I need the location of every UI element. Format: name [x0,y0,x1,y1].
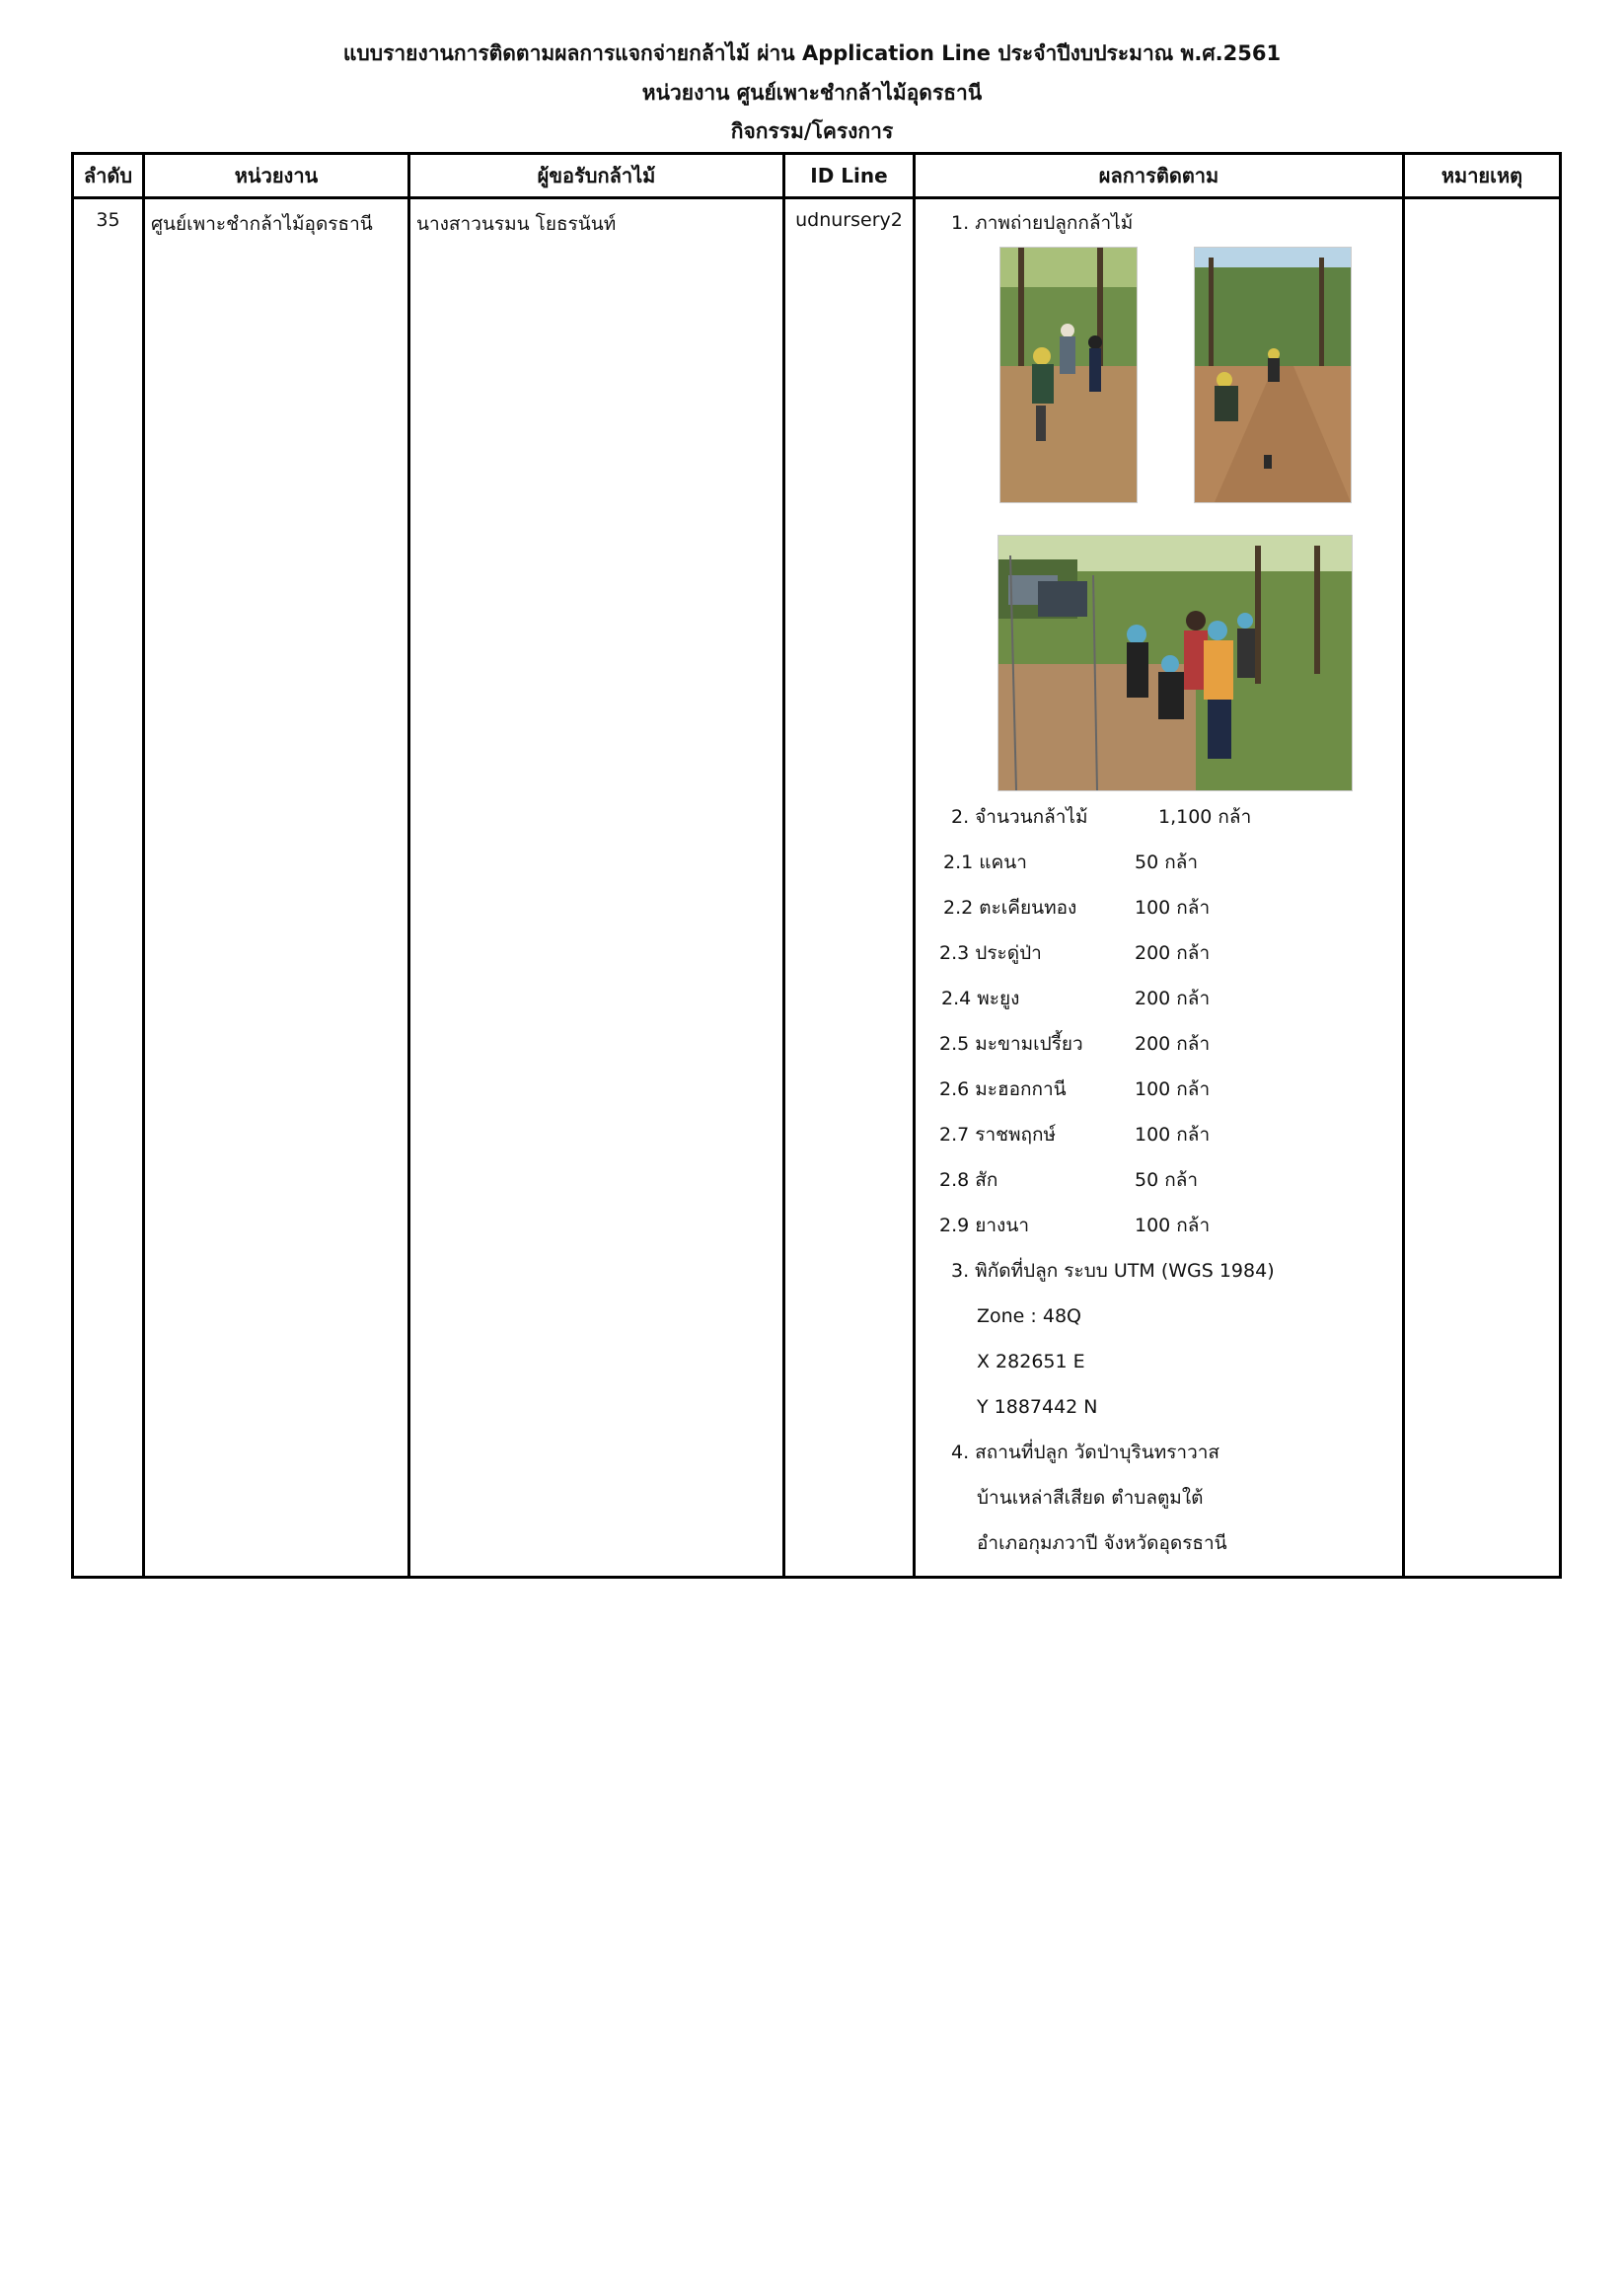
species-name: 2.7 ราชพฤกษ์ [939,1124,1057,1146]
planting-photo-2 [1194,247,1352,503]
location-village: บ้านเหล่าสีเสียด ตำบลตูมใต้ [977,1487,1204,1509]
species-name: 2.8 สัก [939,1169,998,1191]
planting-photo-3 [997,535,1353,791]
species-qty: 50 กล้า [1135,852,1199,873]
species-name: 2.9 ยางนา [939,1215,1029,1236]
report-title: แบบรายงานการติดตามผลการแจกจ่ายกล้าไม้ ผ่าน Application Line ประจำปีงบประมาณ พ.ศ.2561 [342,41,1282,65]
planting-photo-1 [999,247,1138,503]
seedling-count-text: 2. จำนวนกล้าไม้ [951,806,1088,828]
cell-results [915,198,1404,1578]
photo-heading: 1. ภาพถ่ายปลูกกล้าไม้ [951,212,1134,234]
species-name: 2.3 ประดู่ป่า [939,942,1042,964]
species-item [943,896,1211,920]
species-name: 2.2 ตะเคียนทอง [943,897,1077,919]
species-item [943,851,1199,874]
agency-subtitle: หน่วยงาน ศูนย์เพาะชำกล้าไม้อุดรธานี [641,81,983,105]
species-item [939,1168,1199,1192]
species-name: 2.4 พะยูง [941,988,1020,1009]
species-name: 2.6 มะฮอกกานี [939,1078,1067,1100]
utm-x: X 282651 E [977,1351,1085,1372]
species-name: 2.1 แคนา [943,852,1027,873]
species-qty: 100 กล้า [1135,1078,1211,1100]
species-item [939,941,1211,965]
cell-id-line: udnursery2 [784,198,915,1578]
species-qty: 200 กล้า [1135,1033,1211,1055]
species-item [939,1214,1211,1237]
species-item [939,1032,1211,1056]
species-item [941,987,1211,1010]
cell-order: 35 [73,198,144,1578]
species-item [939,1123,1211,1147]
table-row [73,198,1561,1578]
seedling-count-label [951,805,1252,829]
species-qty: 200 กล้า [1135,942,1211,964]
cell-agency: ศูนย์เพาะชำกล้าไม้อุดรธานี [144,198,409,1578]
species-qty: 200 กล้า [1135,988,1211,1009]
column-header-remark: หมายเหตุ [1404,154,1561,198]
species-item [939,1077,1211,1101]
species-qty: 100 กล้า [1135,1124,1211,1146]
activity-subtitle: กิจกรรม/โครงการ [730,119,894,143]
species-name: 2.5 มะขามเปรี้ยว [939,1033,1083,1055]
cell-remark [1404,198,1561,1578]
species-qty: 50 กล้า [1135,1169,1199,1191]
location-label: 4. สถานที่ปลูก วัดป่าบุรินทราวาส [951,1442,1220,1463]
seedling-count-value: 1,100 กล้า [1158,806,1252,828]
column-header-results: ผลการติดตาม [915,154,1404,198]
planting-photo-1-image [1000,248,1137,502]
report-table [71,152,1562,1579]
column-header-recipient: ผู้ขอรับกล้าไม้ [409,154,784,198]
species-qty: 100 กล้า [1135,1215,1211,1236]
location-district: อำเภอกุมภวาปี จังหวัดอุดรธานี [977,1532,1227,1554]
species-qty: 100 กล้า [1135,897,1211,919]
planting-photo-3-image [998,536,1352,790]
utm-y: Y 1887442 N [977,1396,1098,1418]
column-header-agency: หน่วยงาน [144,154,409,198]
planting-photo-2-image [1195,248,1351,502]
column-header-order: ลำดับ [73,154,144,198]
coordinates-label: 3. พิกัดที่ปลูก ระบบ UTM (WGS 1984) [951,1260,1275,1282]
cell-recipient: นางสาวนรมน โยธรนันท์ [409,198,784,1578]
table-header-row [73,154,1561,198]
results-content [922,209,1396,1566]
column-header-id-line: ID Line [784,154,915,198]
utm-zone: Zone : 48Q [977,1305,1081,1327]
